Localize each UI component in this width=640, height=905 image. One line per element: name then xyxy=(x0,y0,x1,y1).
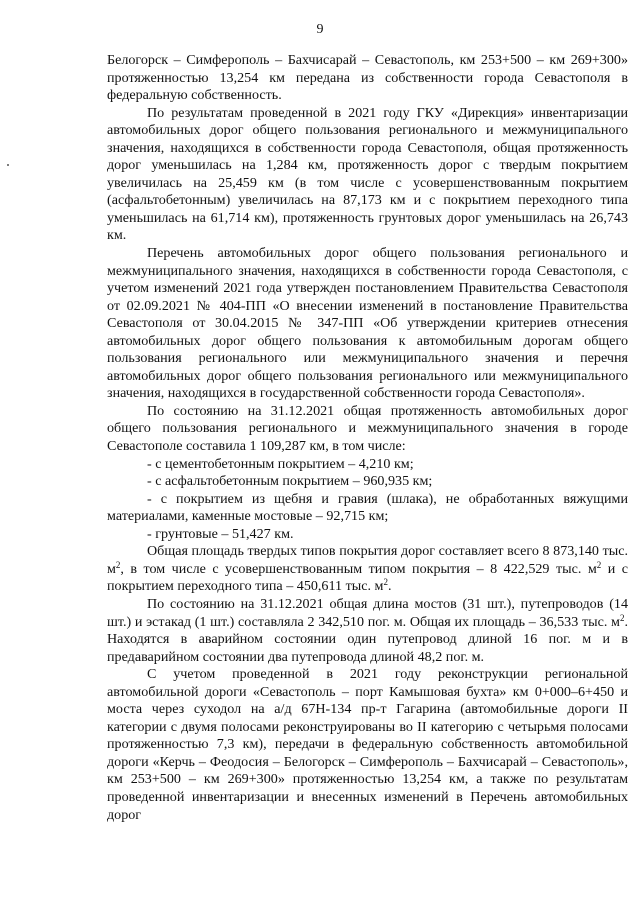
paragraph-road-list: Перечень автомобильных дорог общего пользования регионального и межмуниципального значения, находящихся в собственности города Севастополя, с учетом изменений 2021 года утвержден постановлением Правительства Севастополя от 02.09.2021 № 404-ПП «О внесении изменений в постановление Правительства Севастополя от 30.04.2015 № 347-ПП «Об утверждении критериев отнесения автомобильных дорог общего пользования к автомобильным дорогам общего пользования регионального или межмуниципального значения и перечня автомобильных дорог общего пользования регионального или межмуниципального значения, находящихся в государственной собственности города Севастополя». xyxy=(107,245,628,402)
paragraph-surface-area: Общая площадь твердых типов покрытия дорог составляет всего 8 873,140 тыс. $м^2$, в том числе с усовершенствованным типом покрытия – 8 422,529 тыс. $м^2$ и с покрытием переходного типа – 450,611 тыс. $м^2$. xyxy=(107,543,628,595)
paragraph-inventory: По результатам проведенной в 2021 году ГКУ «Дирекция» инвентаризации автомобильных дорог общего пользования регионального и межмуниципального значения, находящихся в собственности города Севастополя, общая протяженность дорог уменьшилась на 1,284 км, протяженность дорог с твердым покрытием увеличилась на 25,459 км (в том числе с усовершенствованным покрытием (асфальтобетонным) увеличилась на 87,173 км и с покрытием переходного типа уменьшилась на 61,714 км), протяженность грунтовых дорог уменьшилась на 26,743 км. xyxy=(107,104,628,244)
list-item-cement-concrete: - с цементобетонным покрытием – 4,210 км; xyxy=(147,455,414,472)
document-body xyxy=(107,52,628,824)
margin-mark xyxy=(7,164,9,166)
paragraph-bridges: По состоянию на 31.12.2021 общая длина мостов (31 шт.), путепроводов (14 шт.) и эстакад (1 шт.) составляла 2 342,510 пог. м. Общая их площадь – 36,533 тыс. $м^2$. Находятся в аварийном состоянии один путепровод длиной 16 пог. м и в предаварийном состоянии два путепровода длиной 48,2 пог. м. xyxy=(107,595,628,665)
paragraph-total-length: По состоянию на 31.12.2021 общая протяженность автомобильных дорог общего пользования регионального и межмуниципального значения в городе Севастополе составила 1 109,287 км, в том числе: xyxy=(107,402,628,455)
list-item-asphalt-concrete: - с асфальтобетонным покрытием – 960,935 км; xyxy=(147,473,433,490)
page-number: 9 xyxy=(316,22,324,37)
list-item-gravel: - с покрытием из щебня и гравия (шлака), не обработанных вяжущими материалами, каменные мостовые – 92,715 км; xyxy=(107,490,628,525)
list-item-dirt: - грунтовые – 51,427 км. xyxy=(147,525,294,542)
paragraph-transfer: Белогорск – Симферополь – Бахчисарай – Севастополь, км 253+500 – км 269+300» протяженностью 13,254 км передана из собственности города Севастополя в федеральную собственность. xyxy=(107,52,628,104)
paragraph-reconstruction: С учетом проведенной в 2021 году реконструкции региональной автомобильной дороги «Севастополь – порт Камышовая бухта» км 0+000–6+450 и моста через суходол на а/д 67Н-134 пр-т Гагарина (автомобильные дороги II категории с двумя полосами реконструированы во II категорию с четырьмя полосами протяженностью 7,3 км), передачи в федеральную собственность автомобильной дороги «Керчь – Феодосия – Белогорск – Симферополь – Бахчисарай – Севастополь», км 253+500 – км 269+300» протяженностью 13,254 км, а также по результатам проведенной инвентаризации и внесенных изменений в Перечень автомобильных дорог xyxy=(107,666,628,823)
